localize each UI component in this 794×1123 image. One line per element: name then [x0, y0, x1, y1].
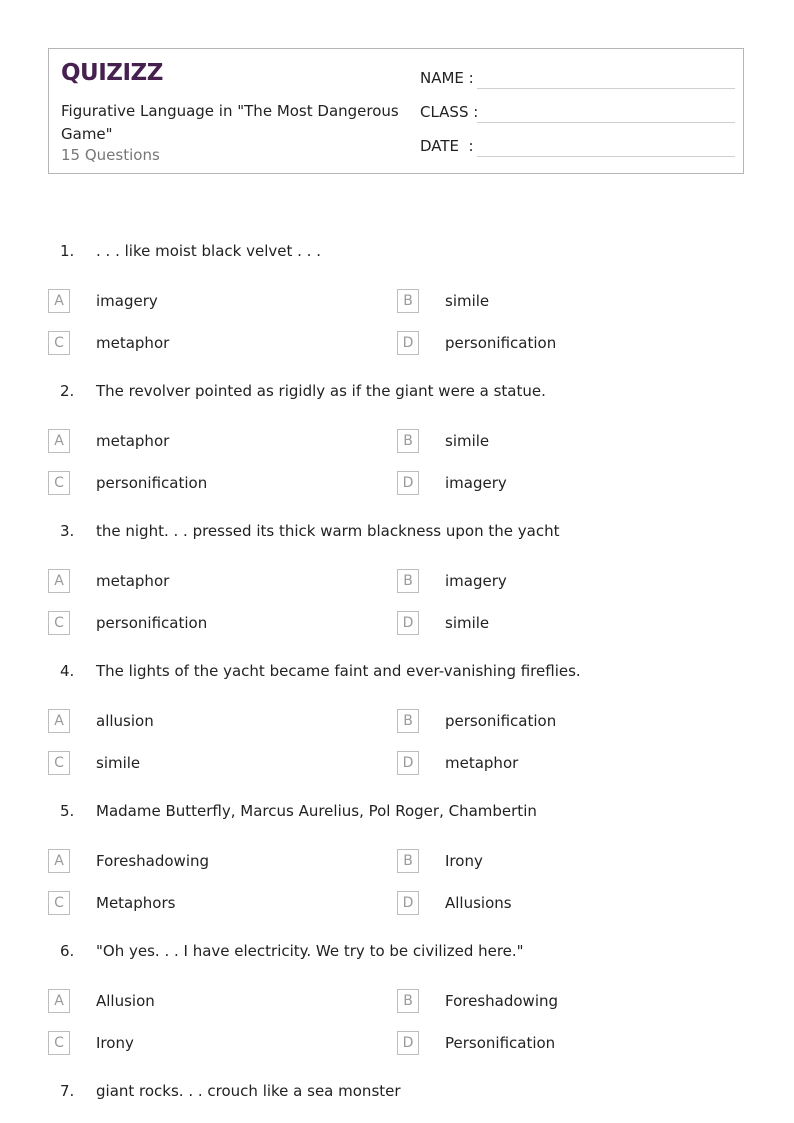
option-d[interactable] — [397, 331, 727, 355]
question-text: The lights of the yacht became faint and ever-vanishing fireflies. — [96, 662, 581, 680]
option-letter: B — [397, 709, 419, 733]
option-text: Personification — [445, 1034, 556, 1052]
option-d[interactable] — [397, 751, 727, 775]
option-text: simile — [445, 292, 490, 310]
question-item — [0, 790, 794, 930]
option-letter: D — [397, 1031, 419, 1055]
question-item — [0, 930, 794, 1070]
question-item — [0, 650, 794, 790]
name-field[interactable] — [420, 67, 735, 89]
option-text: Irony — [96, 1034, 134, 1052]
question-number: 6. — [60, 942, 75, 960]
question-number: 2. — [60, 382, 75, 400]
option-text: Foreshadowing — [445, 992, 559, 1010]
option-text: simile — [445, 432, 490, 450]
option-text: imagery — [96, 292, 158, 310]
option-letter: A — [48, 569, 70, 593]
question-item — [0, 1070, 794, 1110]
option-a[interactable] — [48, 289, 378, 313]
option-text: metaphor — [96, 572, 170, 590]
option-d[interactable] — [397, 891, 727, 915]
option-b[interactable] — [397, 709, 727, 733]
question-number: 1. — [60, 242, 75, 260]
option-letter: B — [397, 989, 419, 1013]
option-text: Metaphors — [96, 894, 176, 912]
option-letter: C — [48, 331, 70, 355]
option-c[interactable] — [48, 331, 378, 355]
option-text: imagery — [445, 572, 507, 590]
option-letter: D — [397, 891, 419, 915]
option-a[interactable] — [48, 849, 378, 873]
option-text: imagery — [445, 474, 507, 492]
option-b[interactable] — [397, 429, 727, 453]
option-letter: A — [48, 709, 70, 733]
name-label: NAME : — [420, 69, 474, 87]
option-text: metaphor — [445, 754, 519, 772]
option-letter: D — [397, 751, 419, 775]
option-letter: C — [48, 891, 70, 915]
question-text: . . . like moist black velvet . . . — [96, 242, 321, 260]
option-c[interactable] — [48, 611, 378, 635]
quizizz-logo: QUIZIZZ — [61, 60, 163, 86]
date-field[interactable] — [420, 135, 735, 157]
option-text: metaphor — [96, 334, 170, 352]
option-d[interactable] — [397, 611, 727, 635]
option-text: metaphor — [96, 432, 170, 450]
question-item — [0, 230, 794, 370]
question-text: "Oh yes. . . I have electricity. We try to be civilized here." — [96, 942, 524, 960]
worksheet-header — [48, 48, 744, 174]
option-letter: A — [48, 849, 70, 873]
option-a[interactable] — [48, 569, 378, 593]
question-number: 3. — [60, 522, 75, 540]
option-text: personification — [96, 614, 208, 632]
class-label: CLASS : — [420, 103, 479, 121]
option-b[interactable] — [397, 289, 727, 313]
option-text: Allusion — [96, 992, 155, 1010]
option-d[interactable] — [397, 471, 727, 495]
question-number: 5. — [60, 802, 75, 820]
date-label: DATE : — [420, 137, 474, 155]
question-text: the night. . . pressed its thick warm blackness upon the yacht — [96, 522, 560, 540]
option-letter: C — [48, 471, 70, 495]
question-count: 15 Questions — [61, 146, 160, 164]
option-letter: B — [397, 289, 419, 313]
question-text: The revolver pointed as rigidly as if the giant were a statue. — [96, 382, 546, 400]
option-c[interactable] — [48, 751, 378, 775]
option-c[interactable] — [48, 1031, 378, 1055]
option-letter: A — [48, 289, 70, 313]
option-text: personification — [445, 712, 557, 730]
option-letter: A — [48, 429, 70, 453]
question-text: Madame Butterfly, Marcus Aurelius, Pol Roger, Chambertin — [96, 802, 537, 820]
worksheet-title: Figurative Language in "The Most Dangerous Game" — [61, 102, 399, 143]
option-letter: C — [48, 611, 70, 635]
question-text: giant rocks. . . crouch like a sea monster — [96, 1082, 401, 1100]
option-text: Allusions — [445, 894, 512, 912]
option-text: Irony — [445, 852, 483, 870]
option-text: personification — [445, 334, 557, 352]
option-a[interactable] — [48, 429, 378, 453]
option-text: Foreshadowing — [96, 852, 210, 870]
option-letter: C — [48, 751, 70, 775]
name-line — [477, 88, 735, 89]
option-text: allusion — [96, 712, 154, 730]
class-line — [477, 122, 735, 123]
option-b[interactable] — [397, 849, 727, 873]
question-number: 7. — [60, 1082, 75, 1100]
option-text: personification — [96, 474, 208, 492]
option-a[interactable] — [48, 709, 378, 733]
option-letter: D — [397, 611, 419, 635]
class-field[interactable] — [420, 101, 735, 123]
option-letter: B — [397, 429, 419, 453]
option-text: simile — [445, 614, 490, 632]
option-text: simile — [96, 754, 141, 772]
option-letter: B — [397, 569, 419, 593]
option-a[interactable] — [48, 989, 378, 1013]
option-letter: C — [48, 1031, 70, 1055]
question-number: 4. — [60, 662, 75, 680]
question-item — [0, 510, 794, 650]
option-letter: D — [397, 471, 419, 495]
question-list — [0, 230, 794, 1110]
option-b[interactable] — [397, 569, 727, 593]
option-d[interactable] — [397, 1031, 727, 1055]
option-b[interactable] — [397, 989, 727, 1013]
option-c[interactable] — [48, 891, 378, 915]
date-line — [477, 156, 735, 157]
option-letter: B — [397, 849, 419, 873]
option-c[interactable] — [48, 471, 378, 495]
question-item — [0, 370, 794, 510]
option-letter: D — [397, 331, 419, 355]
option-letter: A — [48, 989, 70, 1013]
